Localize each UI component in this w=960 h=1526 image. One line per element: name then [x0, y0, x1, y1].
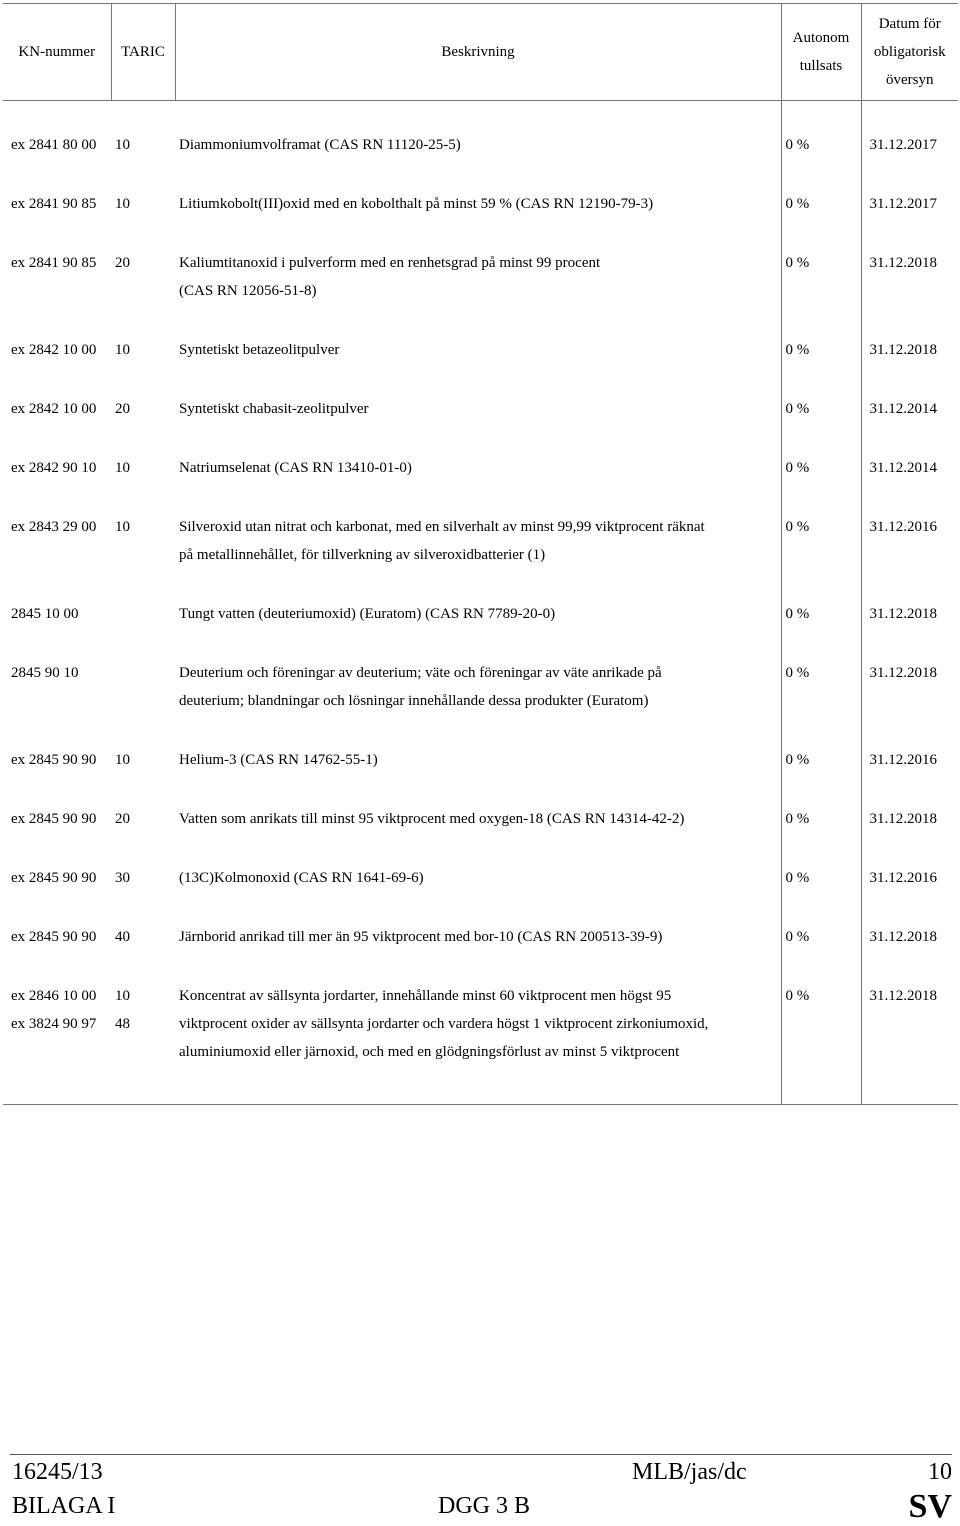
cell-taric-line: 10 — [115, 196, 130, 212]
table-row — [3, 588, 958, 647]
cell-rate: 0 % — [781, 442, 861, 501]
cell-kn-number-line: ex 2843 29 00 — [11, 519, 97, 535]
cell-description — [175, 852, 781, 911]
header-rate-line: tullsats — [799, 58, 843, 74]
cell-description-line: Järnborid anrikad till mer än 95 viktprocent med bor-10 (CAS RN 200513-39-9) — [179, 929, 663, 945]
cell-rate: 0 % — [781, 793, 861, 852]
cell-review-date: 31.12.2018 — [861, 324, 958, 383]
cell-kn-number — [3, 442, 111, 501]
cell-taric-line: 10 — [115, 137, 130, 153]
cell-kn-number-line: ex 2842 90 10 — [11, 460, 97, 476]
cell-rate: 0 % — [781, 119, 861, 178]
table-row — [3, 501, 958, 588]
cell-description-line: Deuterium och föreningar av deuterium; väte och föreningar av väte anrikade på — [179, 665, 662, 681]
cell-review-date: 31.12.2016 — [861, 852, 958, 911]
footer-page-number: 10 — [928, 1459, 952, 1485]
cell-kn-number — [3, 734, 111, 793]
cell-kn-number-line: ex 2841 80 00 — [11, 137, 97, 153]
cell-taric-line: 40 — [115, 929, 130, 945]
cell-review-date: 31.12.2018 — [861, 647, 958, 734]
cell-description-line: (CAS RN 12056-51-8) — [179, 283, 317, 299]
footer-document-ref: 16245/13 — [12, 1459, 103, 1485]
cell-taric-line: 10 — [115, 988, 130, 1004]
cell-kn-number-line: ex 2841 90 85 — [11, 255, 97, 271]
header-description: Beskrivning — [175, 4, 781, 101]
cell-rate: 0 % — [781, 501, 861, 588]
cell-review-date: 31.12.2016 — [861, 501, 958, 588]
cell-kn-number — [3, 178, 111, 237]
cell-kn-number-line: ex 2842 10 00 — [11, 342, 97, 358]
cell-taric — [111, 324, 175, 383]
header-taric: TARIC — [111, 4, 175, 101]
cell-description — [175, 793, 781, 852]
cell-description-line: aluminiumoxid eller järnoxid, och med en glödgningsförlust av minst 5 viktprocent — [179, 1044, 680, 1060]
cell-description-line: (13C)Kolmonoxid (CAS RN 1641-69-6) — [179, 870, 424, 886]
table-row — [3, 383, 958, 442]
cell-rate: 0 % — [781, 852, 861, 911]
cell-kn-number — [3, 647, 111, 734]
cell-kn-number — [3, 588, 111, 647]
cell-review-date: 31.12.2018 — [861, 970, 958, 1105]
cell-kn-number-line: ex 2845 90 90 — [11, 752, 97, 768]
cell-review-date: 31.12.2017 — [861, 178, 958, 237]
cell-review-date: 31.12.2017 — [861, 119, 958, 178]
cell-description — [175, 734, 781, 793]
cell-taric-line: 20 — [115, 255, 130, 271]
cell-review-date: 31.12.2018 — [861, 911, 958, 970]
cell-kn-number — [3, 501, 111, 588]
cell-description-line: Natriumselenat (CAS RN 13410-01-0) — [179, 460, 412, 476]
cell-taric-line: 10 — [115, 460, 130, 476]
table-row — [3, 734, 958, 793]
cell-description-line: deuterium; blandningar och lösningar innehållande dessa produkter (Euratom) — [179, 693, 649, 709]
cell-rate: 0 % — [781, 911, 861, 970]
cell-kn-number-line: ex 2841 90 85 — [11, 196, 97, 212]
cell-kn-number-line: ex 2845 90 90 — [11, 870, 97, 886]
cell-kn-number — [3, 383, 111, 442]
footer-annex: BILAGA I — [12, 1493, 116, 1519]
cell-rate: 0 % — [781, 970, 861, 1105]
cell-kn-number-line: ex 2845 90 90 — [11, 811, 97, 827]
cell-description-line: Koncentrat av sällsynta jordarter, innehållande minst 60 viktprocent men högst 95 — [179, 988, 672, 1004]
cell-description-line: Kaliumtitanoxid i pulverform med en renhetsgrad på minst 99 procent — [179, 255, 601, 271]
cell-kn-number-line: ex 2842 10 00 — [11, 401, 97, 417]
table-body — [3, 101, 958, 1105]
cell-kn-number — [3, 970, 111, 1105]
cell-description-line: Silveroxid utan nitrat och karbonat, med en silverhalt av minst 99,99 viktprocent räknat — [179, 519, 705, 535]
cell-kn-number — [3, 324, 111, 383]
table-row — [3, 119, 958, 178]
table-row — [3, 793, 958, 852]
cell-kn-number — [3, 911, 111, 970]
cell-description — [175, 647, 781, 734]
header-kn-number: KN-nummer — [3, 4, 111, 101]
cell-description-line: Litiumkobolt(III)oxid med en kobolthalt på minst 59 % (CAS RN 12190-79-3) — [179, 196, 654, 212]
cell-kn-number — [3, 852, 111, 911]
cell-rate: 0 % — [781, 178, 861, 237]
cell-description — [175, 501, 781, 588]
cell-rate: 0 % — [781, 324, 861, 383]
cell-taric — [111, 793, 175, 852]
cell-description — [175, 178, 781, 237]
cell-rate: 0 % — [781, 383, 861, 442]
footer-author-code: MLB/jas/dc — [632, 1459, 747, 1485]
cell-kn-number-line: 2845 90 10 — [11, 665, 79, 681]
table-row — [3, 442, 958, 501]
cell-review-date: 31.12.2018 — [861, 793, 958, 852]
cell-review-date: 31.12.2014 — [861, 442, 958, 501]
cell-taric-line: 10 — [115, 342, 130, 358]
cell-kn-number — [3, 237, 111, 324]
cell-description — [175, 119, 781, 178]
cell-taric-line: 20 — [115, 811, 130, 827]
cell-taric — [111, 852, 175, 911]
table-row — [3, 178, 958, 237]
table-row — [3, 324, 958, 383]
cell-taric — [111, 970, 175, 1105]
table-header — [3, 4, 958, 101]
cell-description-line: Helium-3 (CAS RN 14762-55-1) — [179, 752, 378, 768]
cell-description — [175, 442, 781, 501]
cell-kn-number-line: ex 2845 90 90 — [11, 929, 97, 945]
footer-language: SV — [908, 1488, 952, 1525]
footer-dgg: DGG 3 B — [438, 1493, 531, 1519]
header-date-line: Datum för — [878, 16, 941, 32]
cell-description-line: på metallinnehållet, för tillverkning av silveroxidbatterier (1) — [179, 547, 546, 563]
cell-taric-line: 20 — [115, 401, 130, 417]
cell-description-line: Syntetiskt betazeolitpulver — [179, 342, 340, 358]
cell-review-date: 31.12.2018 — [861, 588, 958, 647]
cell-taric — [111, 734, 175, 793]
cell-taric — [111, 501, 175, 588]
cell-taric — [111, 442, 175, 501]
cell-description-line: viktprocent oxider av sällsynta jordarter och vardera högst 1 viktprocent zirkoniumoxid, — [179, 1016, 709, 1032]
cell-review-date: 31.12.2018 — [861, 237, 958, 324]
table-row — [3, 852, 958, 911]
cell-taric — [111, 178, 175, 237]
header-rate-line: Autonom — [792, 30, 850, 46]
cell-taric — [111, 237, 175, 324]
cell-description — [175, 383, 781, 442]
cell-taric — [111, 119, 175, 178]
header-date-line: översyn — [886, 72, 934, 88]
cell-kn-number-line: 2845 10 00 — [11, 606, 79, 622]
cell-rate: 0 % — [781, 588, 861, 647]
table-spacer-row — [3, 101, 958, 120]
cell-taric-line: 10 — [115, 752, 130, 768]
cell-taric-line: 10 — [115, 519, 130, 535]
cell-description — [175, 911, 781, 970]
cell-description-line: Vatten som anrikats till minst 95 viktprocent med oxygen-18 (CAS RN 14314-42-2) — [179, 811, 685, 827]
cell-description — [175, 970, 781, 1105]
cell-kn-number-line: ex 3824 90 97 — [11, 1016, 97, 1032]
cell-taric — [111, 383, 175, 442]
cell-taric — [111, 588, 175, 647]
header-review-date — [861, 4, 958, 101]
cell-description — [175, 588, 781, 647]
cell-description-line: Syntetiskt chabasit-zeolitpulver — [179, 401, 369, 417]
cell-description-line: Diammoniumvolframat (CAS RN 11120-25-5) — [179, 137, 461, 153]
header-autonomous-rate — [781, 4, 861, 101]
header-date-line: obligatorisk — [873, 44, 946, 60]
cell-description — [175, 237, 781, 324]
table-row — [3, 970, 958, 1105]
cell-description — [175, 324, 781, 383]
cell-rate: 0 % — [781, 647, 861, 734]
cell-kn-number — [3, 119, 111, 178]
table-row — [3, 237, 958, 324]
cell-description-line: Tungt vatten (deuteriumoxid) (Euratom) (CAS RN 7789-20-0) — [179, 606, 556, 622]
table-row — [3, 911, 958, 970]
cell-review-date: 31.12.2014 — [861, 383, 958, 442]
cell-rate: 0 % — [781, 237, 861, 324]
cell-taric-line: 30 — [115, 870, 130, 886]
cell-taric — [111, 647, 175, 734]
cell-rate: 0 % — [781, 734, 861, 793]
cell-review-date: 31.12.2016 — [861, 734, 958, 793]
tariff-table — [3, 3, 958, 1105]
table-row — [3, 647, 958, 734]
cell-kn-number-line: ex 2846 10 00 — [11, 988, 97, 1004]
cell-taric — [111, 911, 175, 970]
cell-kn-number — [3, 793, 111, 852]
cell-taric-line: 48 — [115, 1016, 130, 1032]
footer-divider — [10, 1454, 952, 1455]
